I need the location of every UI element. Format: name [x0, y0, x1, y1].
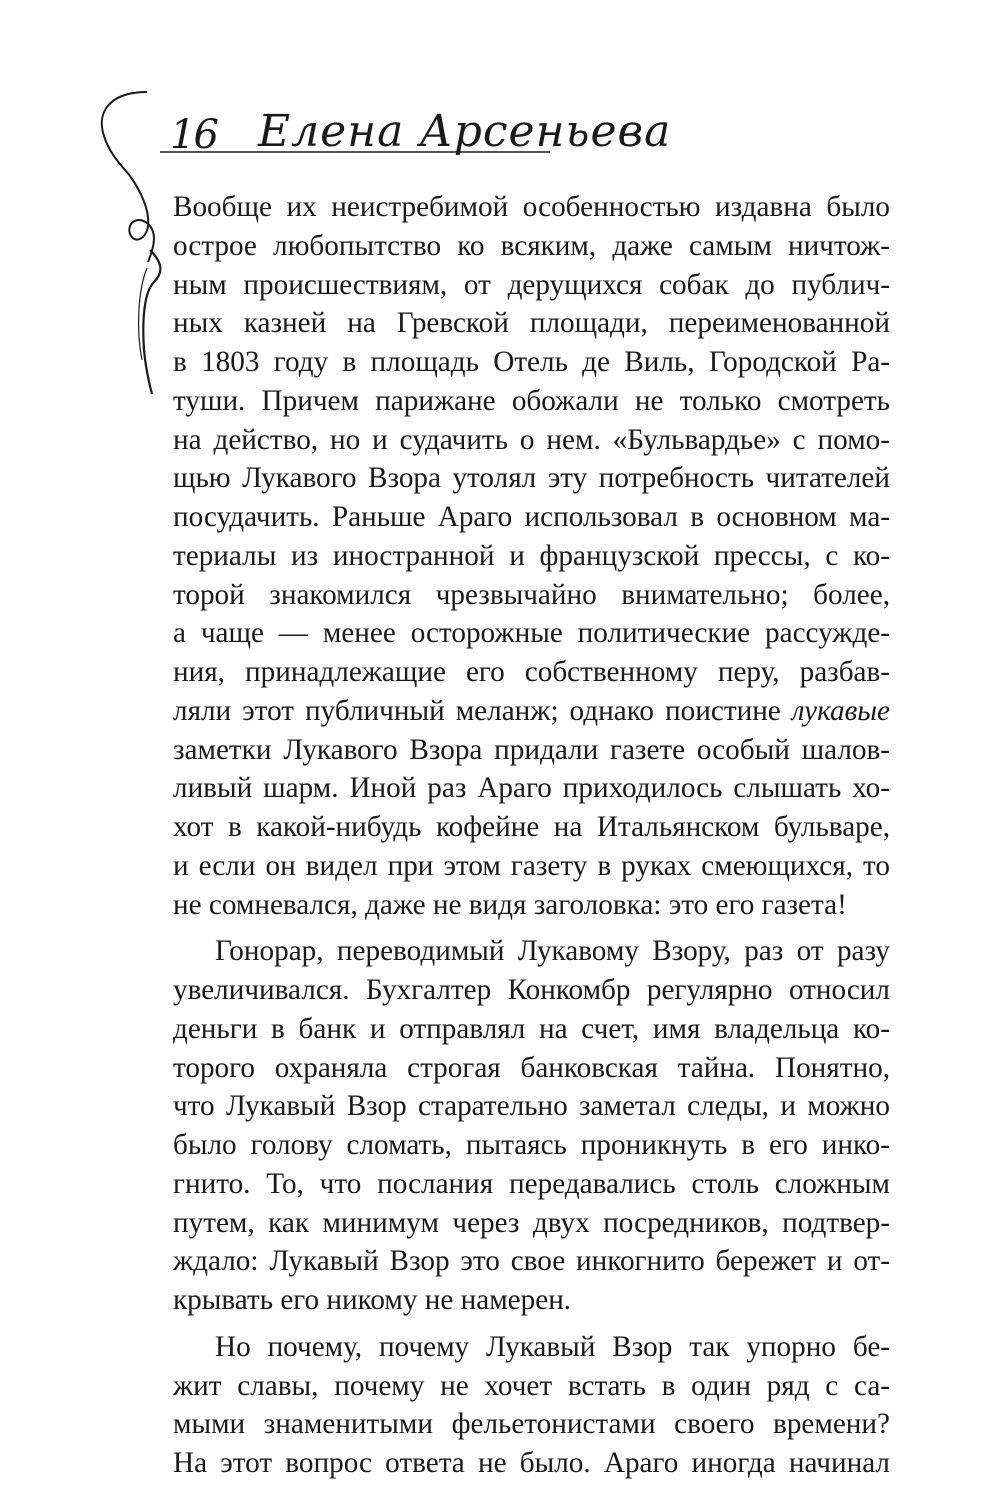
text-line: деньги в банк и отправлял на счет, имя владельца ко-	[173, 1012, 890, 1045]
text-line: заметки Лукавого Взора придали газете особый шалов-	[173, 733, 890, 766]
text-line: увеличивался. Бухгалтер Конкомбр регулярно относил	[173, 974, 890, 1006]
body-text	[173, 188, 890, 1483]
text-line: мыми знаменитыми фельетонистами своего времени?	[173, 1408, 890, 1441]
text-line: что Лукавый Взор старательно заметал следы, и можно	[173, 1090, 890, 1123]
text-line: щью Лукавого Взора утолял эту потребность читателей	[173, 462, 890, 495]
text-line: ждало: Лукавый Взор это свое инкогнито бережет и от-	[173, 1245, 890, 1278]
text-line: острое любопытство ко всяким, даже самым ничтож-	[173, 229, 890, 262]
text-line: торого охраняла строгая банковская тайна. Понятно,	[173, 1051, 890, 1084]
text-line: хот в какой-нибудь кофейне на Итальянском бульваре,	[173, 811, 890, 843]
text-line: и если он видел при этом газету в руках смеющихся, то	[173, 849, 890, 882]
text-line: путем, как минимум через двух посредников, подтвер-	[173, 1206, 890, 1239]
page-number: 16	[170, 112, 217, 158]
text-line: гнито. То, что послания передавались столь сложным	[173, 1167, 890, 1200]
text-line: не сомневался, даже не видя заголовка: это его газета!	[173, 888, 847, 921]
paragraph-1	[173, 188, 890, 924]
text-line: жит славы, почему не хочет встать в один ряд с са-	[173, 1369, 890, 1402]
text-line: На этот вопрос ответа не было. Араго иногда начинал	[173, 1447, 890, 1479]
paragraph-2	[173, 932, 890, 1320]
text-line: туши. Причем парижане обожали не только смотреть	[173, 384, 890, 417]
text-line: териалы из иностранной и французской прессы, с ко-	[173, 539, 890, 572]
text-line: посудачить. Раньше Араго использовал в основном ма-	[173, 501, 890, 533]
text-run: ляли этот публичный меланж; однако поистине	[173, 694, 781, 727]
text-line: ния, принадлежащие его собственному перу, разбав-	[173, 656, 890, 688]
text-line: ным происшествиям, от дерущихся собак до публич-	[173, 268, 890, 301]
text-line: на действо, но и судачить о нем. «Бульвардье» с помо-	[173, 423, 890, 456]
text-line: Гонорар, переводимый Лукавому Взору, раз от разу	[215, 935, 890, 968]
text-line: а чаще — менее осторожные политические рассужде-	[173, 617, 890, 650]
text-line: ливый шарм. Иной раз Араго приходилось слышать хо-	[173, 772, 890, 805]
text-line: Но почему, почему Лукавый Взор так упорно бе-	[215, 1330, 890, 1363]
italic-word: лукавые	[791, 694, 890, 727]
author-name: Елена Арсеньева	[258, 106, 672, 157]
text-line: было голову сломать, пытаясь проникнуть в его инко-	[173, 1129, 890, 1161]
text-line: в 1803 году в площадь Отель де Виль, Городской Ра-	[173, 346, 890, 378]
text-line: ных казней на Гревской площади, переименованной	[173, 307, 890, 340]
text-line-with-italic	[173, 692, 890, 731]
text-line: Вообще их неистребимой особенностью издавна было	[173, 191, 890, 223]
text-line: торой знакомился чрезвычайно внимательно; более,	[173, 578, 890, 611]
text-line: крывать его никому не намерен.	[173, 1284, 572, 1316]
paragraph-3	[173, 1328, 890, 1483]
